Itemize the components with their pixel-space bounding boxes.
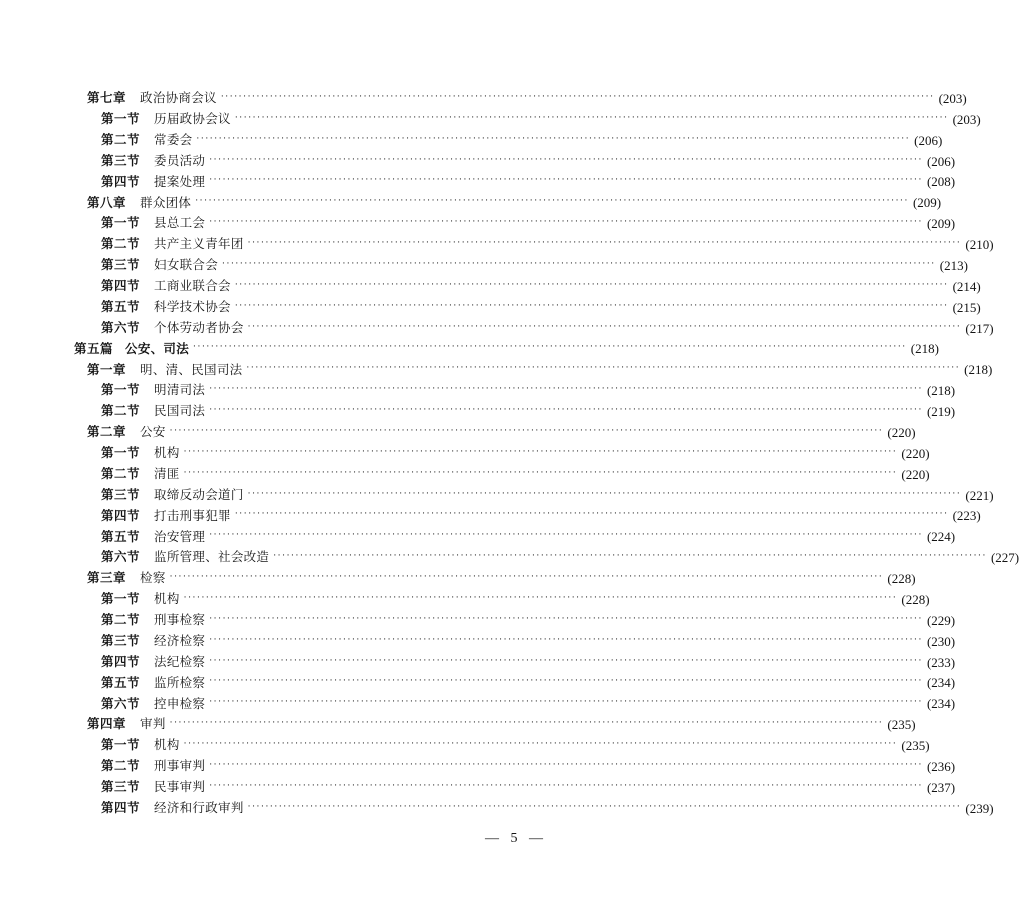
toc-section-entry <box>0 589 930 610</box>
toc-entry-title: 县总工会 <box>154 215 206 231</box>
toc-entry-number: 第六节 <box>101 695 141 711</box>
toc-entry-number: 第四节 <box>101 173 141 189</box>
toc-entry-number: 第五篇 <box>74 340 114 356</box>
toc-chapter-entry <box>0 422 916 443</box>
toc-entry-page: (218) <box>926 383 956 399</box>
toc-entry-title: 个体劳动者协会 <box>154 319 244 335</box>
toc-entry-page: (239) <box>965 800 994 816</box>
toc-entry-number: 第五节 <box>101 528 141 544</box>
toc-entry-page: (228) <box>901 591 930 607</box>
toc-entry-title: 政治协商会议 <box>140 90 217 106</box>
toc-entry-title: 法纪检察 <box>154 653 206 669</box>
toc-entry-title: 取缔反动会道门 <box>154 486 244 502</box>
toc-chapter-entry <box>0 192 942 213</box>
toc-entry-page: (217) <box>965 320 994 336</box>
toc-entry-page: (220) <box>901 445 930 461</box>
toc-entry-number: 第一节 <box>101 445 141 461</box>
dot-leader: ································································································································································ <box>234 112 949 123</box>
toc-entry-title: 民事审判 <box>154 779 206 795</box>
dot-leader: ································································································································································ <box>234 279 949 290</box>
page-number: — 5 — <box>485 831 547 846</box>
toc-section-entry <box>0 526 956 547</box>
toc-entry-title: 清匪 <box>154 465 180 481</box>
toc-entry-title: 监所检察 <box>154 674 206 690</box>
toc-entry-title: 治安管理 <box>154 528 206 544</box>
dot-leader: ································································································································································ <box>273 551 987 562</box>
dot-leader: ································································································································································ <box>209 154 923 165</box>
toc-entry-title: 妇女联合会 <box>154 257 219 273</box>
toc-section-entry <box>0 506 981 527</box>
toc-entry-title: 刑事审判 <box>154 758 206 774</box>
toc-entry-number: 第三节 <box>101 257 141 273</box>
toc-section-entry <box>0 443 930 464</box>
toc-entry-title: 审判 <box>140 716 166 732</box>
dot-leader: ································································································································································ <box>209 217 923 228</box>
toc-entry-page: (203) <box>938 90 967 106</box>
toc-entry-number: 第一节 <box>101 215 141 231</box>
toc-entry-number: 第六节 <box>101 549 141 565</box>
toc-entry-number: 第七章 <box>87 90 127 106</box>
toc-entry-page: (236) <box>926 758 956 774</box>
toc-entry-page: (203) <box>952 111 981 127</box>
toc-entry-page: (221) <box>965 487 994 503</box>
toc-entry-title: 群众团体 <box>140 194 192 210</box>
toc-entry-number: 第二节 <box>101 403 141 419</box>
toc-section-entry <box>0 151 956 172</box>
toc-entry-number: 第二节 <box>101 465 141 481</box>
dot-leader: ································································································································································ <box>234 509 949 520</box>
toc-section-entry <box>0 631 956 652</box>
dot-leader: ································································································································································ <box>169 425 884 436</box>
dot-leader: ································································································································································ <box>209 634 923 645</box>
toc-entry-number: 第三节 <box>101 486 141 502</box>
dot-leader: ································································································································································ <box>234 300 949 311</box>
toc-entry-number: 第二节 <box>101 236 141 252</box>
toc-entry-title: 经济检察 <box>154 632 206 648</box>
toc-entry-page: (218) <box>910 341 939 357</box>
toc-section-entry <box>0 735 930 756</box>
toc-entry-title: 明、清、民国司法 <box>140 361 243 377</box>
toc-entry-title: 经济和行政审判 <box>154 799 244 815</box>
toc-entry-page: (220) <box>901 466 930 482</box>
toc-entry-title: 打击刑事犯罪 <box>154 507 231 523</box>
toc-section-entry <box>0 234 994 255</box>
toc-entry-page: (227) <box>990 550 1019 566</box>
dot-leader: ································································································································································ <box>247 238 962 249</box>
toc-section-entry <box>0 777 956 798</box>
toc-section-entry <box>0 652 956 673</box>
toc-entry-title: 刑事检察 <box>154 612 206 628</box>
toc-entry-page: (210) <box>965 237 994 253</box>
toc-entry-page: (206) <box>914 132 943 148</box>
toc-entry-title: 监所管理、社会改造 <box>154 549 270 565</box>
dot-leader: ································································································································································ <box>209 676 923 687</box>
toc-entry-title: 委员活动 <box>154 152 206 168</box>
toc-entry-number: 第一节 <box>101 111 141 127</box>
dot-leader: ································································································································································ <box>247 801 962 812</box>
toc-entry-number: 第五节 <box>101 298 141 314</box>
toc-entry-title: 工商业联合会 <box>154 278 231 294</box>
dot-leader: ································································································································································ <box>209 759 923 770</box>
dot-leader: ································································································································································ <box>209 613 923 624</box>
toc-entry-title: 检察 <box>140 570 166 586</box>
toc-entry-page: (234) <box>926 675 956 691</box>
toc-entry-page: (223) <box>952 508 981 524</box>
toc-section-entry <box>0 172 956 193</box>
dot-leader: ································································································································································ <box>247 488 962 499</box>
toc-chapter-entry <box>0 714 916 735</box>
dot-leader: ································································································································································ <box>209 405 923 416</box>
toc-entry-page: (220) <box>887 424 916 440</box>
toc-entry-title: 机构 <box>154 591 180 607</box>
toc-entry-page: (219) <box>926 404 956 420</box>
toc-chapter-entry <box>0 88 967 109</box>
toc-entry-page: (213) <box>939 257 968 273</box>
toc-entry-title: 机构 <box>154 445 180 461</box>
toc-entry-number: 第三节 <box>101 152 141 168</box>
toc-entry-number: 第三节 <box>101 779 141 795</box>
toc-entry-number: 第二节 <box>101 612 141 628</box>
toc-section-entry <box>0 547 1019 568</box>
toc-entry-number: 第四节 <box>101 507 141 523</box>
dot-leader: ································································································································································ <box>209 655 923 666</box>
dot-leader: ································································································································································ <box>183 592 898 603</box>
toc-entry-number: 第二节 <box>101 758 141 774</box>
toc-entry-number: 第四节 <box>101 799 141 815</box>
dot-leader: ································································································································································ <box>183 467 898 478</box>
dot-leader: ································································································································································ <box>209 780 923 791</box>
toc-entry-title: 公安、司法 <box>125 340 190 356</box>
dot-leader: ································································································································································ <box>209 697 923 708</box>
toc-entry-page: (224) <box>926 529 956 545</box>
toc-chapter-entry <box>0 568 916 589</box>
toc-section-entry <box>0 610 956 631</box>
dot-leader: ································································································································································ <box>209 175 923 186</box>
toc-entry-number: 第一章 <box>87 361 127 377</box>
dot-leader: ································································································································································ <box>209 384 923 395</box>
toc-entry-title: 控申检察 <box>154 695 206 711</box>
dot-leader: ································································································································································ <box>220 91 935 102</box>
toc-entry-title: 民国司法 <box>154 403 206 419</box>
toc-entry-page: (234) <box>926 696 956 712</box>
toc-entry-title: 公安 <box>140 424 166 440</box>
toc-entry-number: 第八章 <box>87 194 127 210</box>
toc-entry-number: 第二章 <box>87 424 127 440</box>
toc-entry-number: 第二节 <box>101 131 141 147</box>
dot-leader: ································································································································································ <box>183 739 898 750</box>
toc-entry-title: 机构 <box>154 737 180 753</box>
toc-entry-page: (208) <box>926 174 956 190</box>
toc-entry-page: (209) <box>912 195 942 211</box>
toc-section-entry <box>0 380 956 401</box>
toc-entry-page: (218) <box>964 362 993 378</box>
toc-entry-title: 共产主义青年团 <box>154 236 244 252</box>
toc-entry-page: (233) <box>926 654 956 670</box>
toc-entry-number: 第三章 <box>87 570 127 586</box>
dot-leader: ································································································································································ <box>209 530 923 541</box>
dot-leader: ································································································································································ <box>247 321 962 332</box>
toc-section-entry <box>0 318 994 339</box>
toc-entry-page: (230) <box>926 633 956 649</box>
dot-leader: ································································································································································ <box>169 572 884 583</box>
toc-entry-number: 第六节 <box>101 319 141 335</box>
toc-section-entry <box>0 213 956 234</box>
toc-entry-number: 第五节 <box>101 674 141 690</box>
toc-section-entry <box>0 693 956 714</box>
toc-section-entry <box>0 485 994 506</box>
toc-entry-page: (215) <box>952 299 981 315</box>
toc-chapter-entry <box>0 359 993 380</box>
dot-leader: ································································································································································ <box>193 342 907 353</box>
toc-entry-page: (209) <box>926 216 956 232</box>
toc-section-entry <box>0 276 981 297</box>
toc-section-entry <box>0 130 943 151</box>
dot-leader: ································································································································································ <box>246 363 961 374</box>
table-of-contents <box>0 88 1019 819</box>
dot-leader: ································································································································································ <box>183 446 898 457</box>
toc-entry-title: 常委会 <box>154 131 193 147</box>
toc-entry-title: 明清司法 <box>154 382 206 398</box>
toc-section-entry <box>0 401 956 422</box>
toc-section-entry <box>0 297 981 318</box>
dot-leader: ································································································································································ <box>195 196 909 207</box>
toc-entry-page: (206) <box>926 153 956 169</box>
dot-leader: ································································································································································ <box>222 258 936 269</box>
toc-entry-page: (237) <box>926 779 956 795</box>
toc-entry-page: (228) <box>887 571 916 587</box>
dot-leader: ································································································································································ <box>169 718 884 729</box>
toc-part-entry <box>0 339 939 360</box>
toc-entry-page: (235) <box>887 717 916 733</box>
toc-entry-number: 第一节 <box>101 591 141 607</box>
page-footer <box>0 831 640 851</box>
toc-entry-number: 第四节 <box>101 278 141 294</box>
toc-entry-number: 第一节 <box>101 737 141 753</box>
toc-section-entry <box>0 464 930 485</box>
toc-entry-page: (235) <box>901 738 930 754</box>
toc-entry-page: (214) <box>952 278 981 294</box>
toc-section-entry <box>0 798 994 819</box>
toc-entry-number: 第一节 <box>101 382 141 398</box>
toc-entry-title: 历届政协会议 <box>154 111 231 127</box>
toc-entry-number: 第四节 <box>101 653 141 669</box>
toc-entry-title: 提案处理 <box>154 173 206 189</box>
toc-section-entry <box>0 673 956 694</box>
toc-entry-number: 第三节 <box>101 632 141 648</box>
toc-section-entry <box>0 756 956 777</box>
toc-entry-number: 第四章 <box>87 716 127 732</box>
toc-entry-title: 科学技术协会 <box>154 298 231 314</box>
dot-leader: ································································································································································ <box>196 133 911 144</box>
toc-entry-page: (229) <box>926 612 956 628</box>
toc-section-entry <box>0 109 981 130</box>
toc-section-entry <box>0 255 968 276</box>
